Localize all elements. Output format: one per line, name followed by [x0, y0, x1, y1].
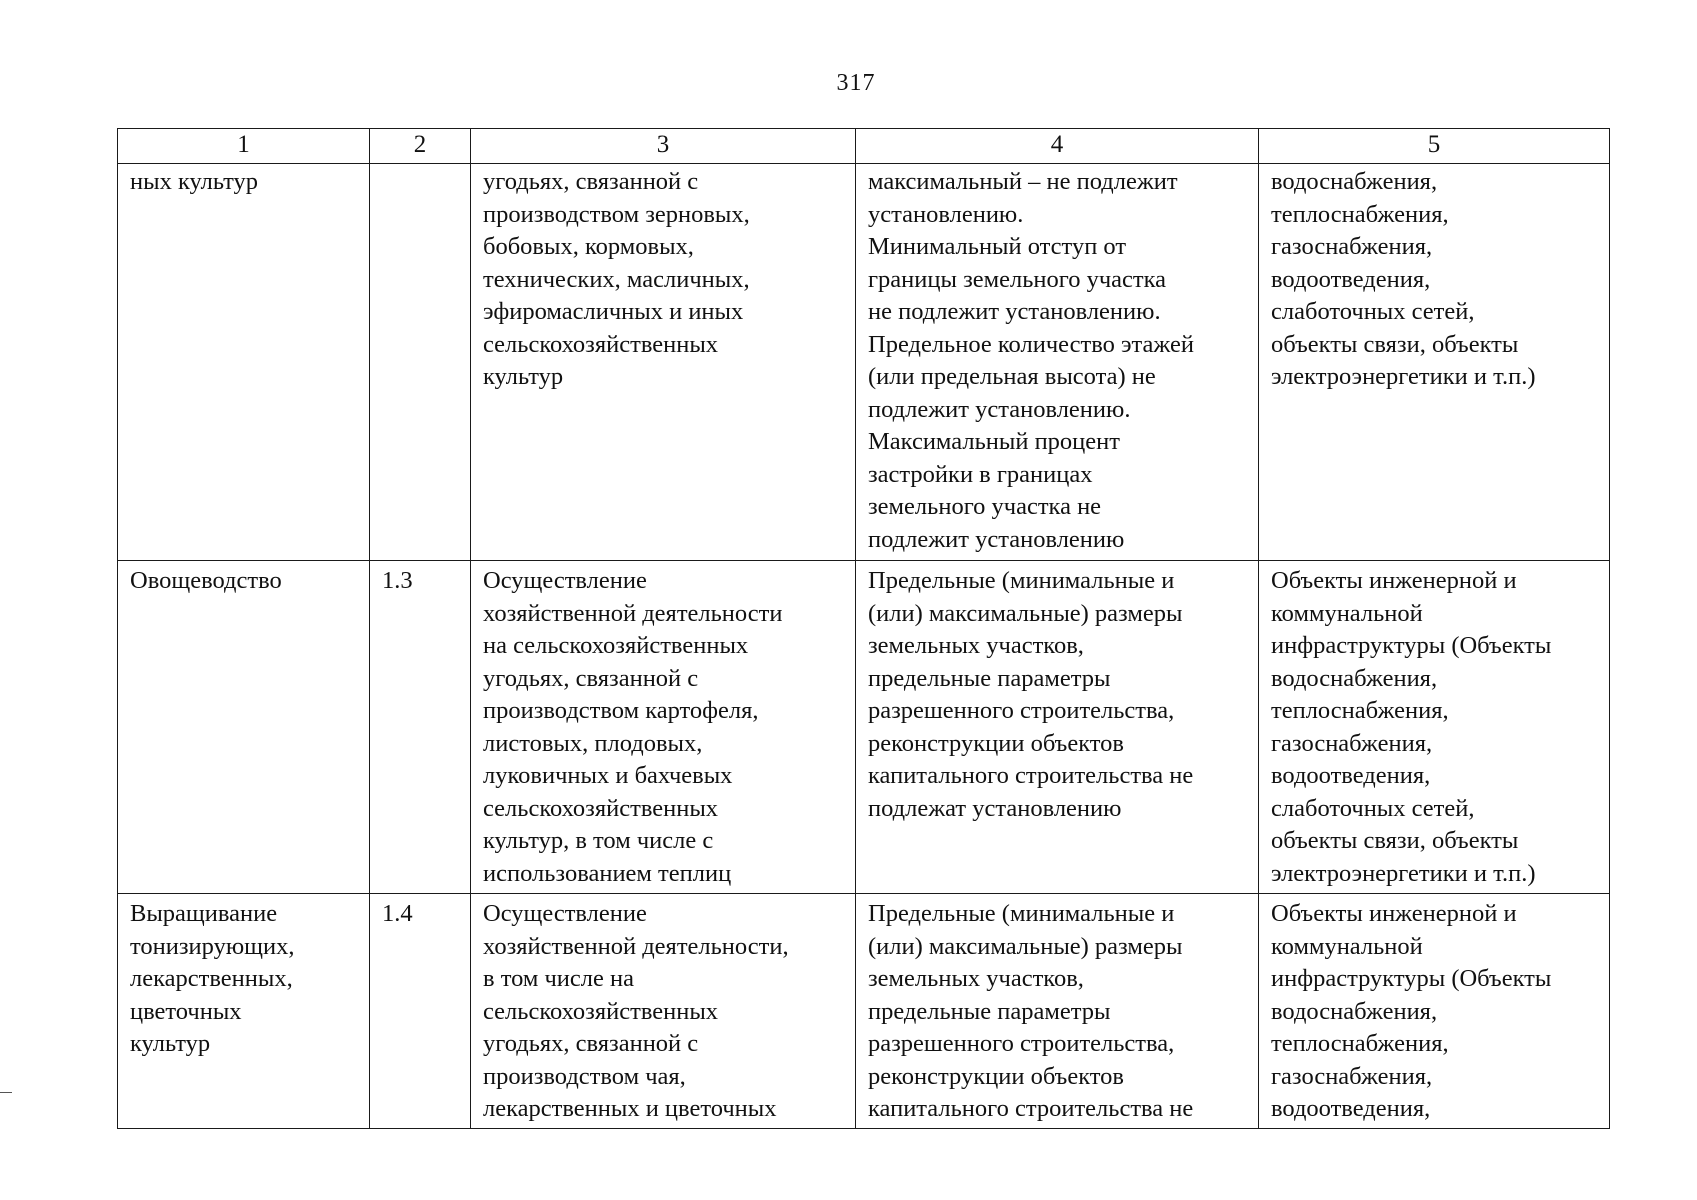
table-row — [118, 164, 1610, 561]
use-type-code: 1.3 — [370, 561, 471, 894]
column-number-3: 3 — [471, 129, 856, 164]
construction-parameters: Предельные (минимальные и (или) максимальные) размеры земельных участков, предельные параметры разрешенного строительства, реконструкции объектов капитального строительства не — [856, 894, 1259, 1129]
use-type-description: угодьях, связанной с производством зерновых, бобовых, кормовых, технических, масличных, эфиромасличных и иных сельскохозяйственных культур — [471, 164, 856, 561]
land-use-table — [117, 128, 1610, 1129]
column-number-1: 1 — [118, 129, 370, 164]
table-row — [118, 894, 1610, 1129]
use-type-description: Осуществление хозяйственной деятельности на сельскохозяйственных угодьях, связанной с производством картофеля, листовых, плодовых, луковичных и бахчевых сельскохозяйственных культур, в том числе с использованием теплиц — [471, 561, 856, 894]
column-number-5: 5 — [1259, 129, 1610, 164]
auxiliary-uses: Объекты инженерной и коммунальной инфраструктуры (Объекты водоснабжения, теплоснабжения, газоснабжения, водоотведения, — [1259, 894, 1610, 1129]
use-type-code: 1.4 — [370, 894, 471, 1129]
construction-parameters: максимальный – не подлежит установлению. Минимальный отступ от границы земельного участка не подлежит установлению. Предельное количество этажей (или предельная высота) не подлежит установлению. Максимальный процент застройки в границах земельного участка не подлежит установлению — [856, 164, 1259, 561]
use-type-name: Выращивание тонизирующих, лекарственных, цветочных культур — [118, 894, 370, 1129]
column-number-4: 4 — [856, 129, 1259, 164]
table-row — [118, 561, 1610, 894]
use-type-description: Осуществление хозяйственной деятельности, в том числе на сельскохозяйственных угодьях, связанной с производством чая, лекарственных и цветочных — [471, 894, 856, 1129]
auxiliary-uses: Объекты инженерной и коммунальной инфраструктуры (Объекты водоснабжения, теплоснабжения, газоснабжения, водоотведения, слаботочных сетей, объекты связи, объекты электроэнергетики и т.п.) — [1259, 561, 1610, 894]
use-type-name: ных культур — [118, 164, 370, 561]
column-number-2: 2 — [370, 129, 471, 164]
construction-parameters: Предельные (минимальные и (или) максимальные) размеры земельных участков, предельные параметры разрешенного строительства, реконструкции объектов капитального строительства не подлежат установлению — [856, 561, 1259, 894]
margin-tick — [0, 1092, 12, 1093]
auxiliary-uses: водоснабжения, теплоснабжения, газоснабжения, водоотведения, слаботочных сетей, объекты связи, объекты электроэнергетики и т.п.) — [1259, 164, 1610, 561]
header-row — [118, 129, 1610, 164]
use-type-name: Овощеводство — [118, 561, 370, 894]
page-number: 317 — [836, 70, 876, 96]
use-type-code — [370, 164, 471, 561]
